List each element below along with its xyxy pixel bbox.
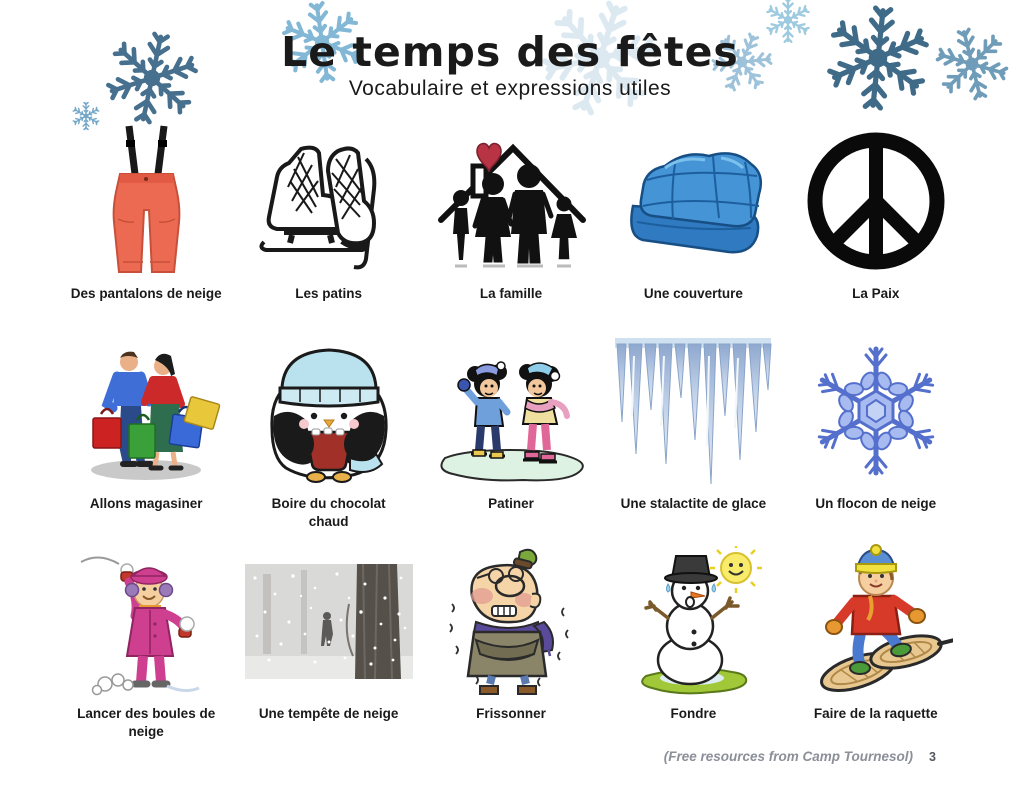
shivering-man-image: [420, 540, 602, 702]
vocab-card: [237, 330, 419, 540]
page-number: 3: [929, 750, 936, 764]
vocab-label: La Paix: [852, 286, 900, 301]
family-under-roof-image: [420, 120, 602, 282]
vocab-label: La famille: [479, 286, 543, 301]
vocab-card: [237, 120, 419, 330]
boy-snowshoes-image: [785, 540, 967, 702]
vocab-label: Une couverture: [643, 286, 743, 301]
vocab-card: [785, 540, 967, 750]
vocab-card: [420, 330, 602, 540]
page-subtitle: Vocabulaire et expressions utiles: [348, 77, 672, 101]
mice-skating-image: [420, 330, 602, 492]
icicles-image: [602, 330, 784, 492]
footer: [664, 749, 936, 764]
vocab-card: [55, 120, 237, 330]
footer-credit: (Free resources from Camp Tournesol): [663, 749, 914, 764]
vocab-label: Une tempête de neige: [258, 706, 399, 721]
vocab-card: [420, 120, 602, 330]
peace-sign-image: [785, 120, 967, 282]
vocab-label: Fondre: [670, 706, 717, 721]
vocab-card: [602, 330, 784, 540]
snowflake-image: [785, 330, 967, 492]
snow-pants-image: [55, 120, 237, 282]
vocab-label: Les patins: [295, 286, 362, 301]
vocab-grid: [55, 120, 967, 750]
snowstorm-photo-image: [237, 540, 419, 702]
vocab-card: [55, 540, 237, 750]
girl-snowballs-image: [55, 540, 237, 702]
vocab-card: [55, 330, 237, 540]
shopping-couple-image: [55, 330, 237, 492]
vocab-label: Une stalactite de glace: [620, 496, 767, 511]
vocab-label: Frissonner: [476, 706, 546, 721]
vocab-label: Patiner: [488, 496, 534, 511]
vocab-card: [237, 540, 419, 750]
vocab-card: [602, 120, 784, 330]
vocab-label: Un flocon de neige: [815, 496, 937, 511]
vocab-label: Faire de la raquette: [813, 706, 938, 721]
vocab-label: Boire du chocolat chaud: [271, 496, 386, 529]
vocab-label: Allons magasiner: [89, 496, 203, 511]
blanket-image: [602, 120, 784, 282]
vocab-card: [785, 330, 967, 540]
page-title: Le temps des fêtes: [281, 28, 739, 76]
vocab-label: Des pantalons de neige: [70, 286, 222, 301]
header: [255, 30, 765, 101]
vocab-card: [602, 540, 784, 750]
melting-snowman-image: [602, 540, 784, 702]
vocab-card: [785, 120, 967, 330]
vocab-label: Lancer des boules de neige: [77, 706, 216, 739]
ice-skates-image: [237, 120, 419, 282]
vocab-card: [420, 540, 602, 750]
penguin-hot-chocolate-image: [237, 330, 419, 492]
